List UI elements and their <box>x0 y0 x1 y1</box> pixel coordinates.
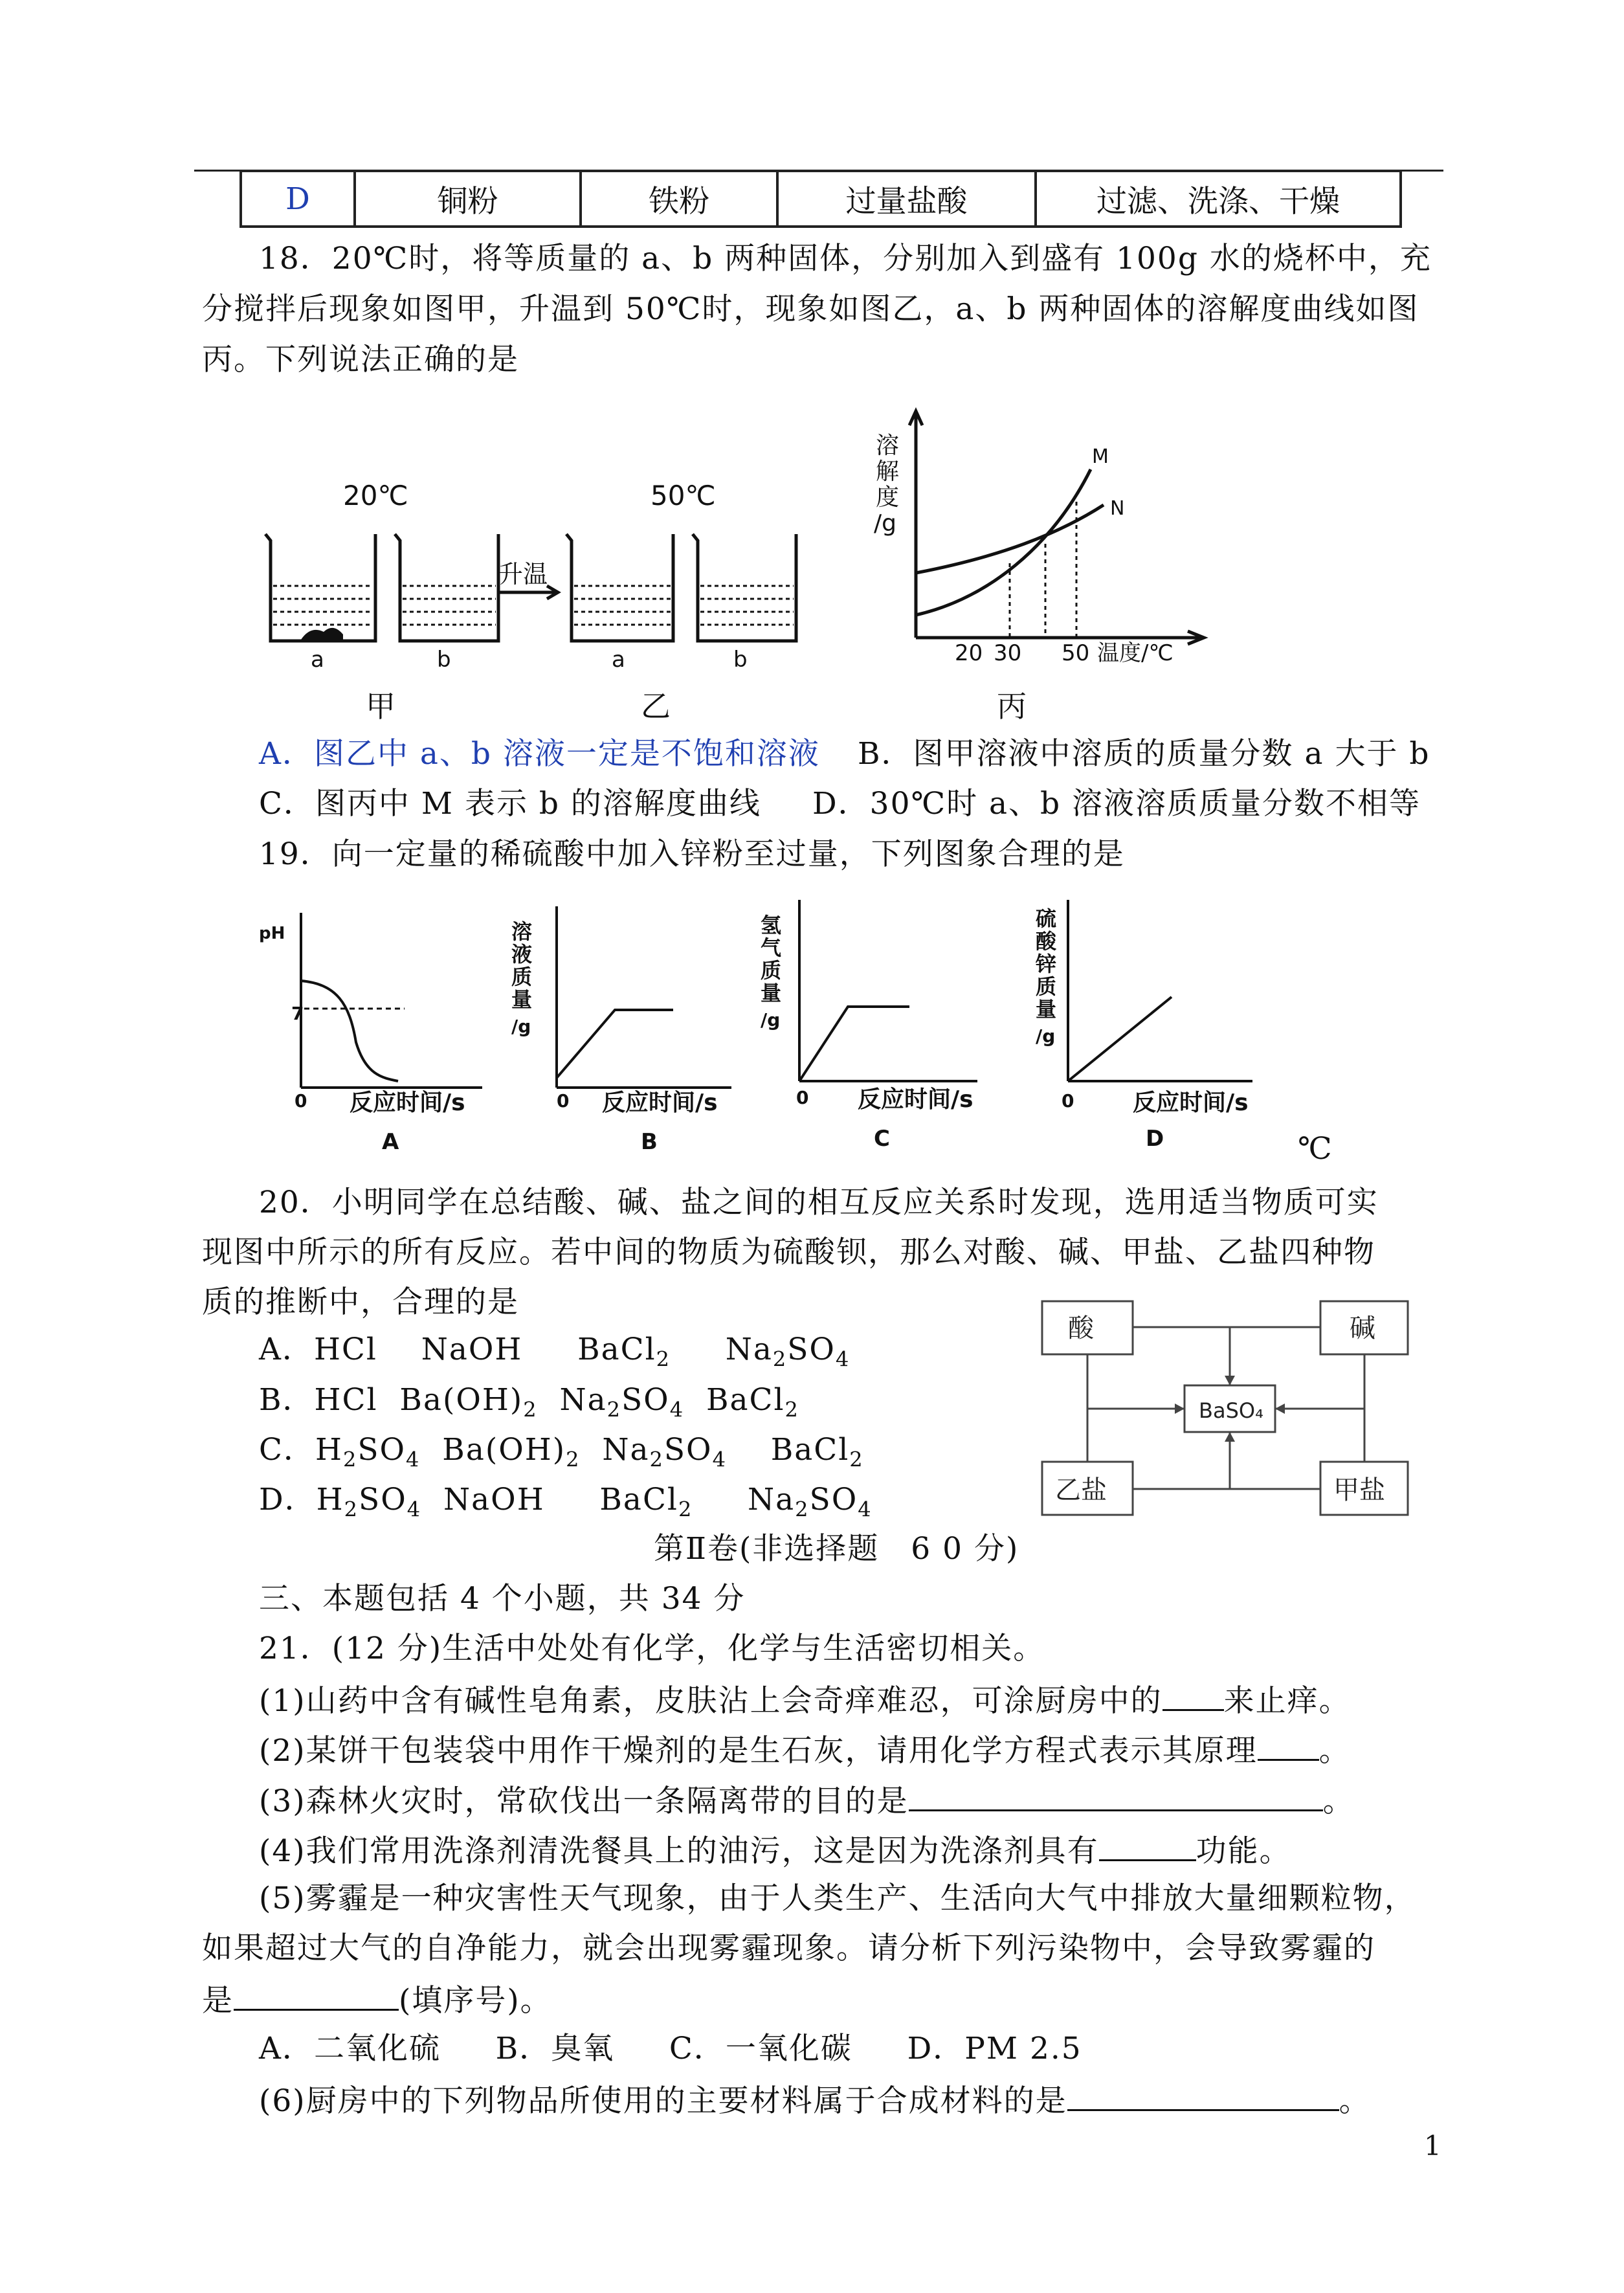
page-number: 1 <box>1424 2130 1441 2162</box>
part2-heading: 第Ⅱ卷(非选择题 6 0 分) <box>654 1531 1019 1567</box>
q20-option-c: C．$H_2SO_4$ $Ba(OH)_2$ $Na_2SO_4$ BaCl$_2$ <box>259 1432 864 1472</box>
box-salt-b-label: 乙盐 <box>1055 1475 1107 1505</box>
q20-line2: 现图中所示的所有反应。若中间的物质为硫酸钡，那么对酸、碱、甲盐、乙盐四种物 <box>202 1235 1375 1270</box>
beaker-label-a2: a <box>612 647 625 673</box>
svg-text:C: C <box>874 1126 890 1152</box>
graph-a-curve <box>301 981 398 1081</box>
curve-m-label: M <box>1092 445 1109 468</box>
svg-text:温度/℃: 温度/℃ <box>1097 640 1174 666</box>
svg-text:量: 量 <box>511 987 533 1012</box>
label-heat: 升温 <box>498 560 548 588</box>
curve-n-label: N <box>1110 497 1125 520</box>
caption-jia: 甲 <box>366 689 395 724</box>
q18-line2: 分搅拌后现象如图甲，升温到 50℃时，现象如图乙，a、b 两种固体的溶解度曲线如图 <box>202 291 1419 327</box>
curve-n <box>916 505 1104 573</box>
svg-text:氢: 氢 <box>761 913 782 937</box>
svg-text:A: A <box>382 1129 399 1155</box>
q18-line1: 18．20℃时，将等质量的 a、b 两种固体，分别加入到盛有 100g 水的烧杯中，充 <box>259 241 1432 276</box>
svg-text:D: D <box>1146 1126 1164 1152</box>
svg-text:30: 30 <box>994 640 1022 666</box>
q20-option-b: B．HCl $Ba(OH)_2$ $Na_2SO_4$ BaCl$_2$ <box>259 1382 799 1422</box>
q21-item5-line3: 是 (填序号)。 <box>202 1979 552 2020</box>
answer-table <box>239 170 1402 228</box>
q21-item4: (4)我们常用洗涤剂清洗餐具上的油污，这是因为洗涤剂具有 功能。 <box>259 1829 1291 1871</box>
svg-text:量: 量 <box>761 981 782 1005</box>
svg-text:溶: 溶 <box>511 919 533 944</box>
svg-text:质: 质 <box>511 965 533 989</box>
svg-text:/g: /g <box>511 1016 531 1037</box>
svg-text:pH: pH <box>259 924 285 943</box>
table-cell: 过量盐酸 <box>777 171 1036 227</box>
graph-c-curve <box>799 1007 909 1081</box>
svg-text:质: 质 <box>1036 974 1057 999</box>
svg-text:硫: 硫 <box>1036 906 1057 931</box>
q20-option-a: A．HCl NaOH BaCl$_2$ $Na_2SO_4$ <box>259 1332 851 1372</box>
beaker-label-a: a <box>311 647 324 673</box>
table-cell: 过滤、洗涤、干燥 <box>1036 171 1401 227</box>
box-base-label: 碱 <box>1350 1314 1375 1343</box>
svg-text:/g: /g <box>1036 1025 1056 1047</box>
table-cell: D <box>241 171 355 227</box>
q21-item1: (1)山药中含有碱性皂角素，皮肤沾上会奇痒难忍，可涂厨房中的 来止痒。 <box>259 1679 1351 1721</box>
undissolved-solid <box>301 628 343 640</box>
svg-text:20: 20 <box>955 640 983 666</box>
box-salt-a-label: 甲盐 <box>1333 1475 1385 1505</box>
beaker-label-b2: b <box>733 647 748 673</box>
q20-line3: 质的推断中，合理的是 <box>202 1284 519 1320</box>
box-acid-label: 酸 <box>1068 1314 1094 1343</box>
caption-bing: 丙 <box>997 689 1027 724</box>
q21-item3: (3)森林火灾时，常砍伐出一条隔离带的目的是 。 <box>259 1780 1355 1821</box>
q20-option-d: D．$H_2SO_4$ NaOH BaCl$_2$ $Na_2SO_4$ <box>259 1482 873 1522</box>
svg-text:0: 0 <box>1062 1090 1074 1112</box>
svg-text:质: 质 <box>761 958 782 983</box>
q18-option-d: D．30℃时 a、b 溶液溶质质量分数不相等 <box>812 786 1421 822</box>
svg-text:7: 7 <box>291 1003 304 1024</box>
svg-text:/g: /g <box>874 510 896 537</box>
svg-text:气: 气 <box>761 935 782 960</box>
svg-text:/g: /g <box>761 1009 781 1031</box>
table-cell: 铜粉 <box>355 171 581 227</box>
svg-text:0: 0 <box>796 1087 809 1108</box>
box-center-label: BaSO₄ <box>1199 1398 1263 1423</box>
svg-text:0: 0 <box>295 1090 307 1112</box>
q21-item5-line1: (5)雾霾是一种灾害性天气现象，由于人类生产、生活向大气中排放大量细颗粒物， <box>259 1881 1416 1916</box>
q18-option-a: A．图乙中 a、b 溶液一定是不饱和溶液 <box>259 736 820 772</box>
label-50c: 50℃ <box>651 480 716 511</box>
caption-yi: 乙 <box>641 689 671 724</box>
svg-text:锌: 锌 <box>1036 952 1057 976</box>
q21-stem: 21．(12 分)生活中处处有化学，化学与生活密切相关。 <box>259 1631 1045 1666</box>
table-row <box>241 171 1401 227</box>
graph-b-curve <box>557 1010 673 1078</box>
curve-m <box>916 469 1091 615</box>
svg-text:50: 50 <box>1062 640 1090 666</box>
svg-text:度: 度 <box>876 484 900 511</box>
section3-heading: 三、本题包括 4 个小题，共 34 分 <box>259 1581 746 1616</box>
q21-item5-line2: 如果超过大气的自净能力，就会出现雾霾现象。请分析下列污染物中，会导致雾霾的 <box>202 1930 1375 1966</box>
svg-text:反应时间/s: 反应时间/s <box>1133 1090 1249 1116</box>
q21-item6: (6)厨房中的下列物品所使用的主要材料属于合成材料的是 。 <box>259 2079 1371 2121</box>
q18-line3: 丙。下列说法正确的是 <box>202 342 519 377</box>
svg-text:溶: 溶 <box>876 432 900 459</box>
beaker-label-b: b <box>437 647 451 673</box>
svg-text:反应时间/s: 反应时间/s <box>602 1090 718 1116</box>
svg-text:解: 解 <box>876 458 900 485</box>
graph-d-curve <box>1068 997 1172 1081</box>
label-20c: 20℃ <box>343 480 408 511</box>
beaker-figure <box>252 473 835 719</box>
svg-text:B: B <box>641 1129 658 1155</box>
svg-text:酸: 酸 <box>1036 929 1057 954</box>
q19-stem: 19．向一定量的稀硫酸中加入锌粉至过量，下列图象合理的是 <box>259 836 1125 872</box>
q21-item2: (2)某饼干包装袋中用作干燥剂的是生石灰，请用化学方程式表示其原理 。 <box>259 1729 1351 1771</box>
svg-text:量: 量 <box>1036 997 1057 1022</box>
q21-item5-options: A．二氧化硫 B．臭氧 C．一氧化碳 D．PM 2.5 <box>259 2031 1082 2066</box>
svg-text:反应时间/s: 反应时间/s <box>858 1086 973 1113</box>
q18-option-b: B．图甲溶液中溶质的质量分数 a 大于 b <box>858 736 1430 772</box>
stray-degree: ℃ <box>1298 1131 1333 1167</box>
q18-option-c: C．图丙中 M 表示 b 的溶解度曲线 <box>259 786 761 822</box>
table-cell: 铁粉 <box>581 171 777 227</box>
svg-text:0: 0 <box>557 1090 570 1112</box>
reaction-diagram <box>1036 1295 1411 1521</box>
svg-text:反应时间/s: 反应时间/s <box>350 1090 465 1116</box>
solubility-graph <box>858 405 1220 677</box>
q19-graphs <box>252 887 1301 1159</box>
svg-text:液: 液 <box>511 942 533 967</box>
q20-line1: 20．小明同学在总结酸、碱、盐之间的相互反应关系时发现，选用适当物质可实 <box>259 1185 1379 1220</box>
